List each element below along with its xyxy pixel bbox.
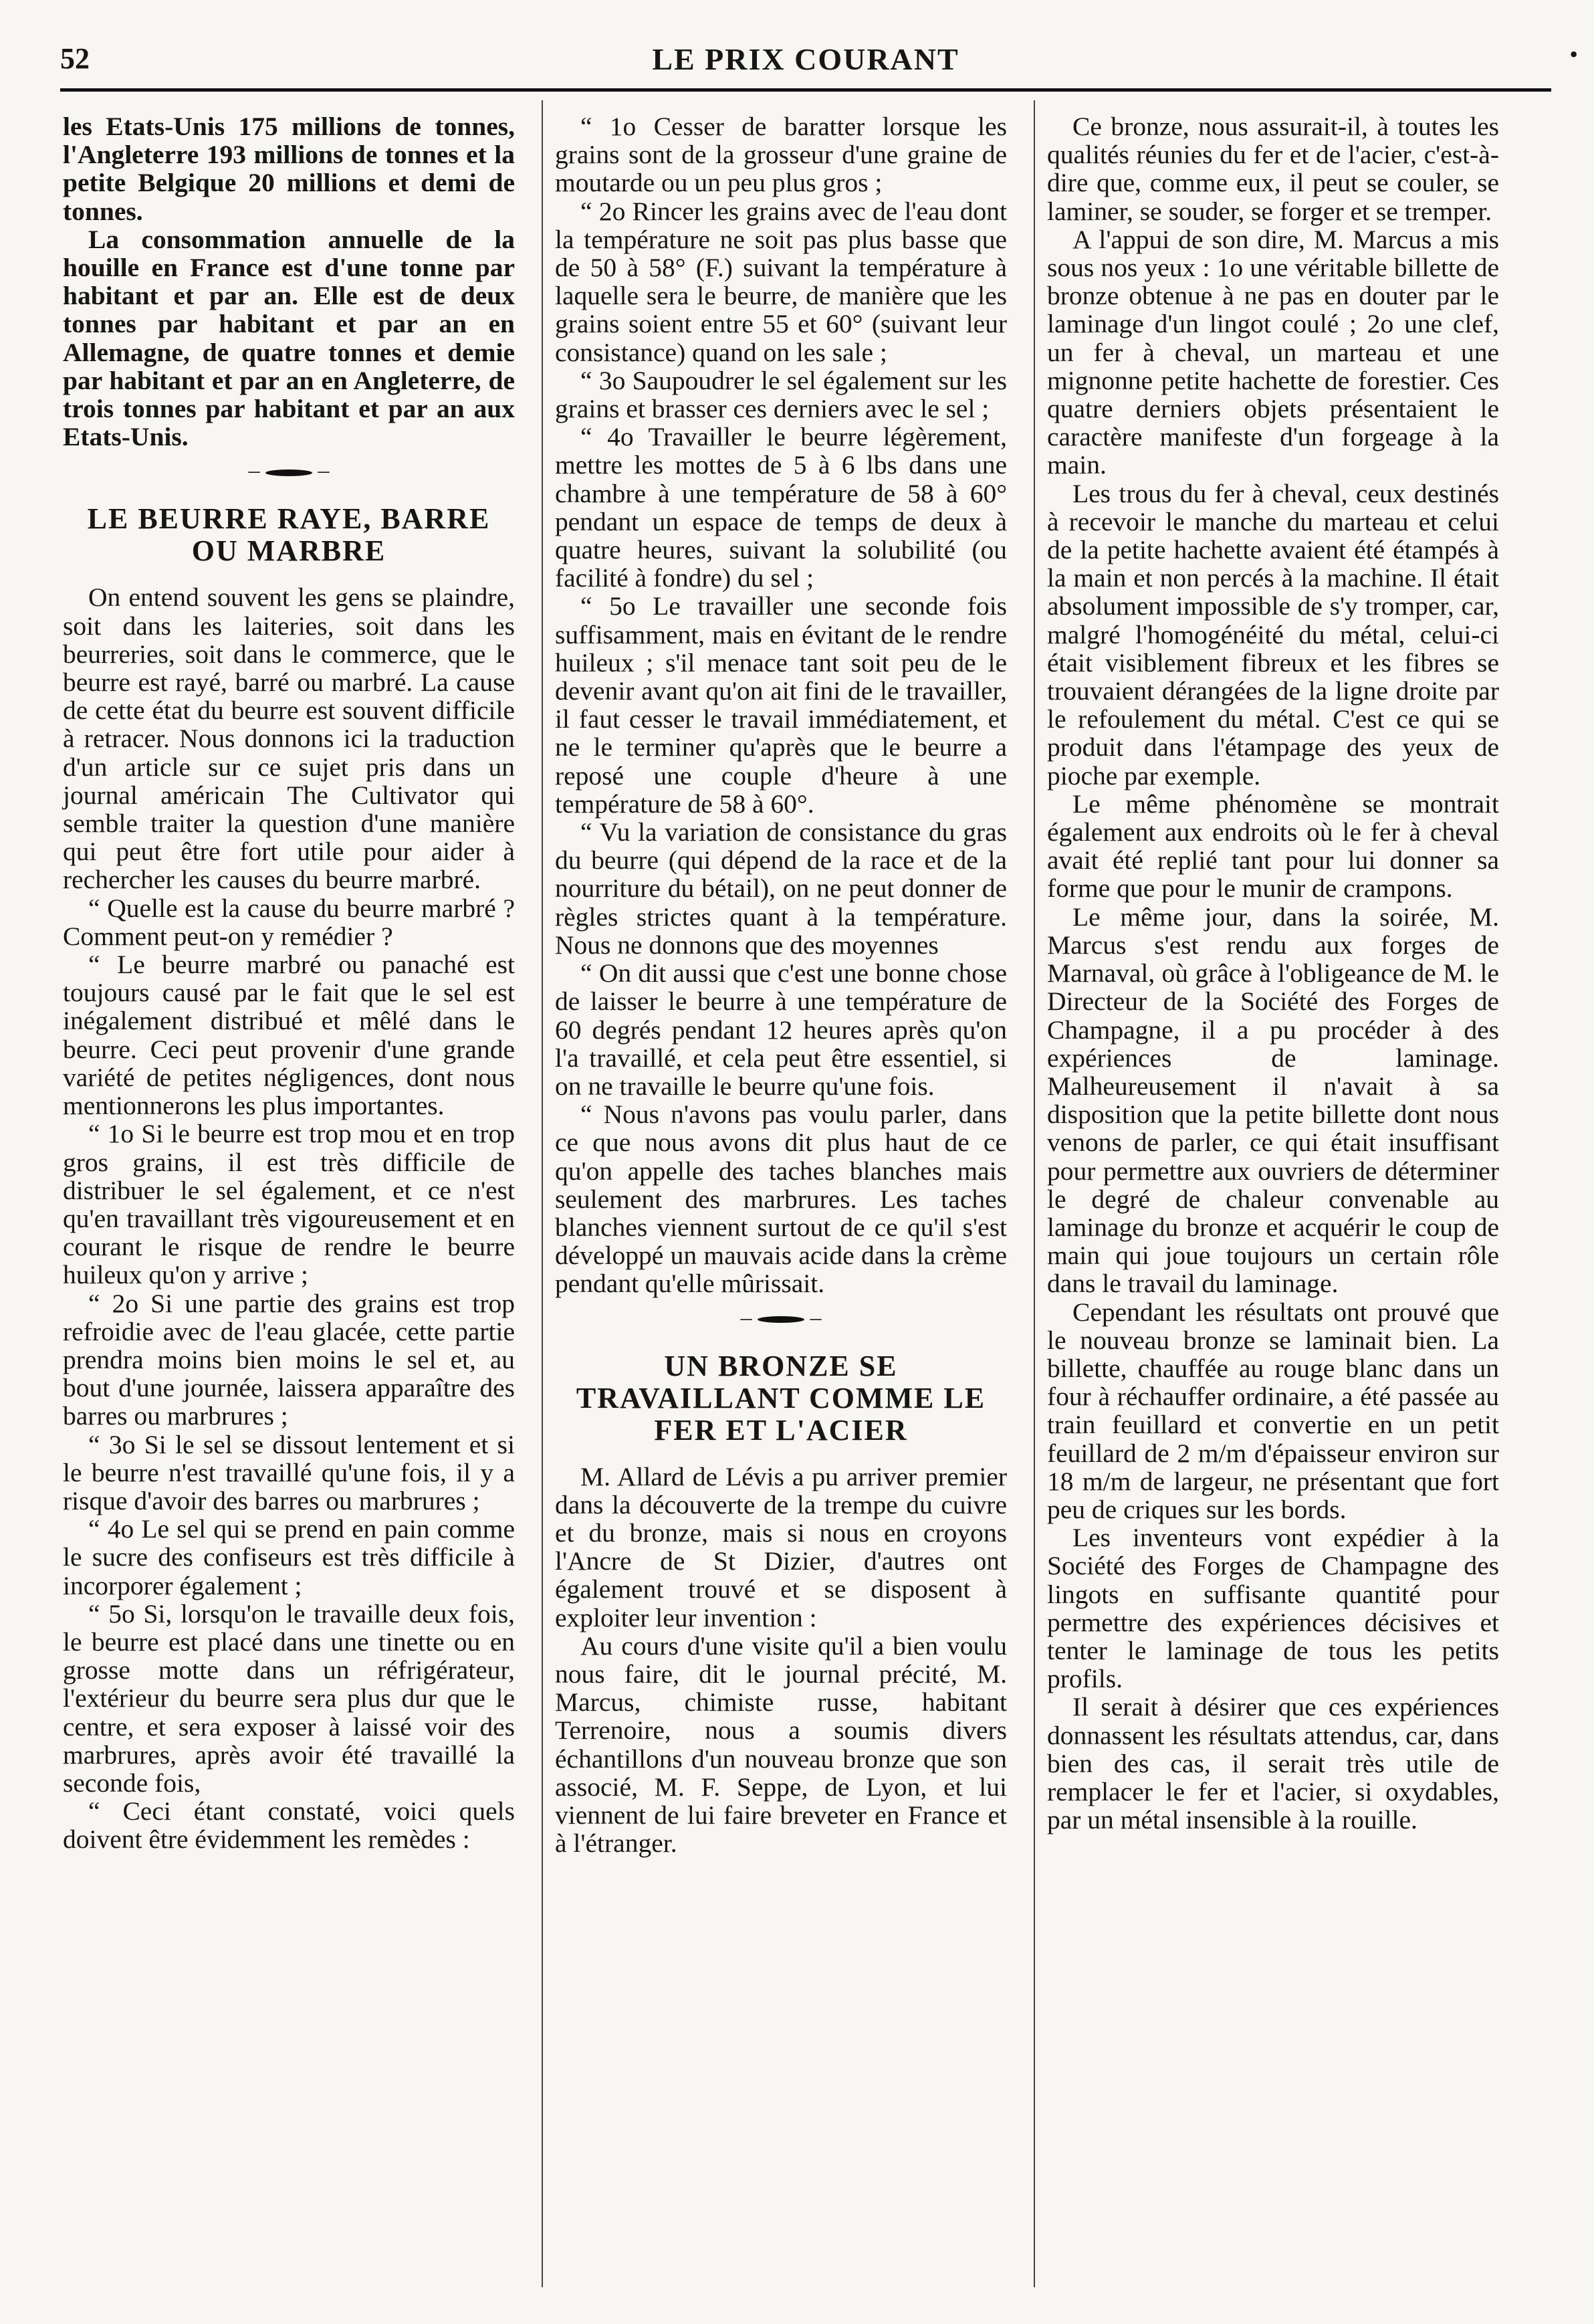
bronze-article-body [555, 1463, 1007, 1858]
paragraph: les Etats-Unis 175 millions de tonnes, l'Angleterre 193 millions de tonnes et la petite Belgique 20 millions et demi de tonnes. [63, 112, 515, 226]
column-3 [1047, 112, 1499, 1834]
paragraph: “ 2o Si une partie des grains est trop refroidie avec de l'eau glacée, cette partie prendra moins bien moins le sel et, au bout d'une journée, laissera apparaître des barres ou marbrures ; [63, 1288, 515, 1431]
article-headline: LE BEURRE RAYE, BARRE OU MARBRE [87, 502, 491, 568]
paragraph: “ 1o Si le beurre est trop mou et en trop gros grains, il est très difficile de distribuer le sel également, et ce n'est qu'en travaillant très vigoureusement et en courant le risque de rendre le beurre huileux qu'on y arrive ; [63, 1119, 515, 1290]
paragraph: “ 3o Saupoudrer le sel également sur les grains et brasser ces derniers avec le sel ; [555, 365, 1007, 424]
paragraph: “ 5o Le travailler une seconde fois suffisamment, mais en évitant de le rendre huileux ; s'il menace tant soit peu de le devenir avant qu'on ait fini de le travailler, il faut cesser le travail immédiatement, et ne le terminer qu'après que le beurre a reposé une couple d'heure à une température de 58 à 60°. [555, 591, 1007, 819]
paragraph: “ 5o Si, lorsqu'on le travaille deux fois, le beurre est placé dans une tinette ou en grosse motte dans un réfrigérateur, l'extérieur du beurre sera plus dur que le centre, et sera exposer à laissé voir des marbrures, après avoir été travaillé la seconde fois, [63, 1598, 515, 1798]
coal-article-end [63, 112, 515, 451]
paragraph: Au cours d'une visite qu'il a bien voulu nous faire, dit le journal précité, M. Marcus, chimiste russe, habitant Terrenoire, nous a soumis divers échantillons d'un nouveau bronze que son associé, M. F. Seppe, de Lyon, et lui viennent de lui faire breveter en France et à l'étranger. [555, 1630, 1007, 1859]
separator-ornament: – – [248, 458, 330, 484]
paragraph: Ce bronze, nous assurait-il, à toutes les qualités réunies du fer et de l'acier, c'est-à-dire que, comme eux, il peut se couler, se laminer, se souder, se forger et se tremper. [1047, 112, 1499, 226]
paragraph: “ 2o Rincer les grains avec de l'eau dont la température ne soit pas plus basse que de 50 à 58° (F.) suivant la température à laquelle sera le beurre, de manière que les grains soient entre 55 et 60° (suivant leur consistance) quand on les sale ; [555, 196, 1007, 367]
paragraph: Cependant les résultats ont prouvé que le nouveau bronze se laminait bien. La billette, chauffée au rouge blanc dans un four à réchauffer ordinaire, a été passée au train feuillard et convertie en un petit feuillard de 2 m/m d'épaisseur environ sur 18 m/m de largeur, ne présentant que fort peu de criques sur les bords. [1047, 1297, 1499, 1524]
paragraph: La consommation annuelle de la houille en France est d'une tonne par habitant et par an. Elle est de deux tonnes par habitant et par an en Allemagne, de quatre tonnes et demie par habitant et par an en Angleterre, de trois tonnes par habitant et par an aux Etats-Unis. [63, 224, 515, 452]
paragraph: Le même phénomène se montrait également aux endroits où le fer à cheval avait été replié tant pour lui donner sa forme que pour le munir de crampons. [1047, 788, 1499, 904]
paragraph: “ Le beurre marbré ou panaché est toujours causé par le fait que le sel est inégalement distribué et mêlé dans le beurre. Ceci peut provenir d'une grande variété de petites négligences, dont nous mentionnerons les plus importantes. [63, 950, 515, 1121]
column-1 [63, 112, 515, 1854]
column-divider [1034, 100, 1035, 2287]
paragraph: “ Nous n'avons pas voulu parler, dans ce que nous avons dit plus haut de ce qu'on appelle des taches blanches mais seulement des marbrures. Les taches blanches viennent surtout de ce qu'il s'est développé un mauvais acide dans la crème pendant qu'elle mûrissait. [555, 1099, 1007, 1299]
butter-article-continued [555, 112, 1007, 1298]
paragraph: “ 3o Si le sel se dissout lentement et si le beurre n'est travaillé qu'une fois, il y a risque d'avoir des barres ou marbrures ; [63, 1429, 515, 1515]
paragraph: “ 1o Cesser de baratter lorsque les grains sont de la grosseur d'une graine de moutarde ou un peu plus gros ; [555, 112, 1007, 198]
bronze-article-continued [1047, 112, 1499, 1834]
paragraph: “ 4o Travailler le beurre légèrement, mettre les mottes de 5 à 6 lbs dans une chambre à une température de 58 à 60° pendant un espace de temps de deux à quatre heures, suivant la solubilité (ou facilité à fondre) du sel ; [555, 422, 1007, 593]
column-divider [542, 100, 543, 2287]
paragraph: “ Vu la variation de consistance du gras du beurre (qui dépend de la race et de la nourriture du bétail), on ne peut donner de règles strictes quant à la température. Nous ne donnons que des moyennes [555, 817, 1007, 960]
paragraph: Le même jour, dans la soirée, M. Marcus s'est rendu aux forges de Marnaval, où grâce à l'obligeance de M. le Directeur de la Société des Forges de Champagne, il a pu procéder à des expériences de laminage. Malheureusement il n'avait à sa disposition que la petite billette dont nous venons de parler, ce qui était insuffisant pour permettre aux ouvriers de déterminer le degré de chaleur convenable au laminage du bronze et acquérir le coup de main qui joue toujours un certain rôle dans le travail du laminage. [1047, 902, 1499, 1299]
article-headline: UN BRONZE SE TRAVAILLANT COMME LE FER ET L'ACIER [576, 1349, 986, 1447]
page-number: 52 [60, 42, 90, 75]
paragraph: On entend souvent les gens se plaindre, soit dans les laiteries, soit dans les beurreries, soit dans le commerce, que le beurre est rayé, barré ou marbré. La cause de cette état du beurre est souvent difficile à retracer. Nous donnons ici la traduction d'un article sur ce sujet pris dans un journal américain The Cultivator qui semble traiter la question d'une manière qui peut être fort utile pour aider à rechercher les causes du beurre marbré. [63, 583, 515, 895]
paragraph: “ On dit aussi que c'est une bonne chose de laisser le beurre à une température de 60 degrés pendant 12 heures après qu'on l'a travaillé, et cela peut être essentiel, si on ne travaille le beurre qu'une fois. [555, 958, 1007, 1101]
paragraph: “ Quelle est la cause du beurre marbré ? Comment peut-on y remédier ? [63, 893, 515, 951]
paragraph: “ Ceci étant constaté, voici quels doivent être évidemment les remèdes : [63, 1796, 515, 1855]
butter-article-body [63, 583, 515, 1853]
paragraph: Il serait à désirer que ces expériences donnassent les résultats attendus, car, dans bien des cas, il serait très utile de remplacer le fer et l'acier, si oxydables, par un métal insensible à la rouille. [1047, 1692, 1499, 1835]
separator-ornament: – – [740, 1305, 822, 1330]
corner-mark: • [1569, 41, 1578, 68]
paragraph: M. Allard de Lévis a pu arriver premier dans la découverte de la trempe du cuivre et du bronze, mais si nous en croyons l'Ancre de St Dizier, d'autres ont également trouvé et se disposent à exploiter leur invention : [555, 1461, 1007, 1632]
column-2 [555, 112, 1007, 1857]
paragraph: Les trous du fer à cheval, ceux destinés à recevoir le manche du marteau et celui de la petite hachette avaient été étampés à la main et non percés à la machine. Il était absolument impossible de s'y tromper, car, malgré l'homogénéité du métal, celui-ci était visiblement fibreux et les fibres se trouvaient dérangées de la ligne droite par le refoulement du métal. C'est ce qui se produit dans l'étampage des yeux de pioche par exemple. [1047, 478, 1499, 790]
page-header [60, 35, 1578, 82]
paragraph: Les inventeurs vont expédier à la Société des Forges de Champagne des lingots en suffisante quantité pour permettre des expériences décisives et tenter le laminage de tous les petits profils. [1047, 1523, 1499, 1694]
header-rule [60, 88, 1551, 92]
paragraph: A l'appui de son dire, M. Marcus a mis sous nos yeux : 1o une véritable billette de bronze obtenue à ne pas en douter par le laminage d'un lingot coulé ; 2o une clef, un fer à cheval, un marteau et une mignonne petite hachette de forestier. Ces quatre derniers objets présentaient le caractère manifeste d'un forgeage à la main. [1047, 224, 1499, 480]
paragraph: “ 4o Le sel qui se prend en pain comme le sucre des confiseurs est très difficile à incorporer également ; [63, 1514, 515, 1600]
journal-title: LE PRIX COURANT [652, 42, 959, 76]
